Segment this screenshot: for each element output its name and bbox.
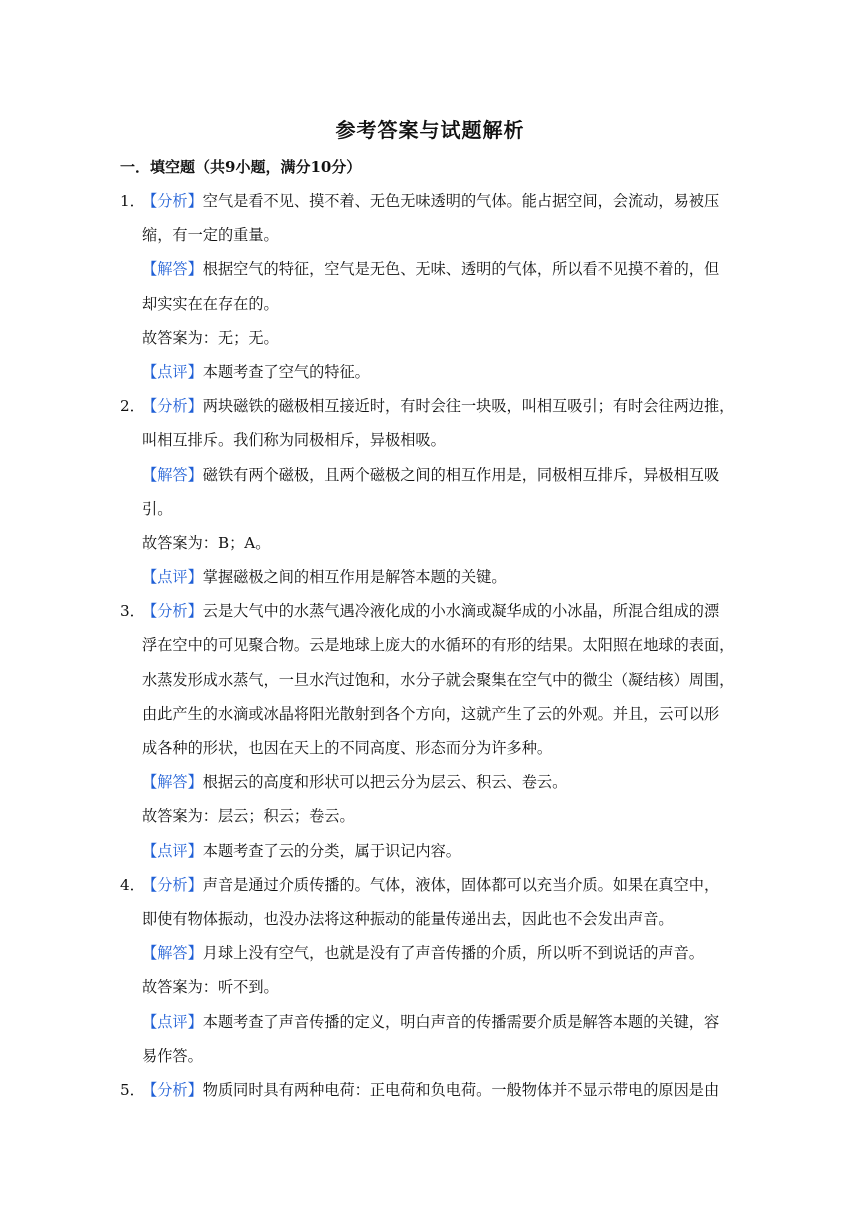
answer-text: 根据空气的特征，空气是无色、无味、透明的气体，所以看不见摸不着的，但 (202, 260, 720, 279)
answer-tag: 【解答】 (142, 773, 203, 792)
answer-line (120, 287, 740, 321)
result-line: 故答案为：无；无。 (142, 328, 279, 347)
analysis-line (120, 184, 740, 218)
question-2 (120, 389, 740, 594)
analysis-text: 由此产生的水滴或冰晶将阳光散射到各个方向，这就产生了云的外观。并且，云可以形 (142, 704, 720, 723)
question-1 (120, 184, 740, 389)
answer-line (120, 458, 740, 492)
question-number: 3． (120, 602, 145, 621)
answer-line (120, 936, 740, 970)
answer-list (120, 184, 740, 1107)
comment-text: 本题考查了云的分类，属于识记内容。 (202, 841, 461, 860)
result-line: 故答案为：B；A。 (142, 533, 271, 552)
analysis-text: 空气是看不见、摸不着、无色无味透明的气体。能占据空间，会流动，易被压 (202, 192, 720, 210)
page-title: 参考答案与试题解析 (335, 118, 525, 142)
answer-line (120, 765, 740, 799)
answer-line (120, 492, 740, 526)
question-number: 5． (120, 1080, 145, 1099)
comment-text: 易作答。 (142, 1046, 203, 1065)
analysis-text: 物质同时具有两种电荷：正电荷和负电荷。一般物体并不显示带电的原因是由 (202, 1080, 720, 1099)
answer-tag: 【解答】 (142, 465, 203, 484)
question-number: 4． (120, 875, 145, 894)
answer-text: 根据云的高度和形状可以把云分为层云、积云、卷云。 (202, 773, 568, 792)
answer-text: 却实实在在存在的。 (142, 294, 279, 313)
comment-tag: 【点评】 (142, 362, 203, 381)
comment-line (120, 834, 740, 868)
analysis-text: 水蒸发形成水蒸气，一旦水汽过饱和，水分子就会聚集在空气中的微尘（凝结核）周围， (142, 670, 735, 689)
analysis-tag: 【分析】 (142, 1080, 203, 1099)
analysis-line (120, 389, 740, 423)
analysis-tag: 【分析】 (142, 192, 203, 210)
answer-tag: 【解答】 (142, 260, 203, 279)
analysis-line (120, 594, 740, 628)
analysis-tag: 【分析】 (142, 602, 203, 621)
answer-text: 月球上没有空气，也就是没有了声音传播的介质，所以听不到说话的声音。 (202, 944, 704, 963)
analysis-line (120, 731, 740, 765)
comment-line (120, 560, 740, 594)
answer-text: 引。 (142, 499, 173, 518)
answer-text: 磁铁有两个磁极，且两个磁极之间的相互作用是，同极相互排斥，异极相互吸 (202, 465, 720, 484)
analysis-line (120, 423, 740, 457)
comment-line (120, 1005, 740, 1039)
comment-text: 本题考查了空气的特征。 (202, 362, 370, 381)
comment-tag: 【点评】 (142, 1012, 203, 1031)
answer-tag: 【解答】 (142, 944, 203, 963)
analysis-text: 声音是通过介质传播的。气体，液体，固体都可以充当介质。如果在真空中， (202, 875, 720, 894)
comment-tag: 【点评】 (142, 841, 203, 860)
result-line: 故答案为：层云；积云；卷云。 (142, 807, 355, 826)
answer-line (120, 252, 740, 286)
analysis-text: 浮在空中的可见聚合物。云是地球上庞大的水循环的有形的结果。太阳照在地球的表面， (142, 636, 735, 655)
analysis-line (120, 218, 740, 252)
comment-text: 本题考查了声音传播的定义，明白声音的传播需要介质是解答本题的关键，容 (202, 1012, 720, 1031)
analysis-line (120, 1073, 740, 1107)
comment-line (120, 1039, 740, 1073)
result-line: 故答案为：听不到。 (142, 978, 279, 997)
analysis-text: 即使有物体振动，也没办法将这种振动的能量传递出去，因此也不会发出声音。 (142, 909, 674, 928)
analysis-line (120, 902, 740, 936)
section-heading: 一．填空题（共9小题，满分10分） (120, 158, 362, 176)
analysis-text: 缩，有一定的重量。 (142, 226, 279, 245)
analysis-line (120, 628, 740, 662)
analysis-text: 两块磁铁的磁极相互接近时，有时会往一块吸，叫相互吸引；有时会往两边推， (202, 397, 735, 416)
question-number: 2． (120, 397, 145, 416)
question-4 (120, 868, 740, 1073)
analysis-tag: 【分析】 (142, 875, 203, 894)
question-number: 1． (120, 192, 145, 210)
comment-text: 掌握磁极之间的相互作用是解答本题的关键。 (202, 568, 507, 587)
analysis-text: 叫相互排斥。我们称为同极相斥，异极相吸。 (142, 431, 446, 450)
comment-line (120, 355, 740, 389)
question-5 (120, 1073, 740, 1107)
analysis-text: 云是大气中的水蒸气遇冷液化成的小水滴或凝华成的小冰晶，所混合组成的漂 (202, 602, 720, 621)
analysis-line (120, 663, 740, 697)
question-3 (120, 594, 740, 868)
analysis-text: 成各种的形状，也因在天上的不同高度、形态而分为许多种。 (142, 739, 553, 757)
comment-tag: 【点评】 (142, 568, 203, 587)
analysis-line (120, 697, 740, 731)
analysis-line (120, 868, 740, 902)
analysis-tag: 【分析】 (142, 397, 203, 416)
